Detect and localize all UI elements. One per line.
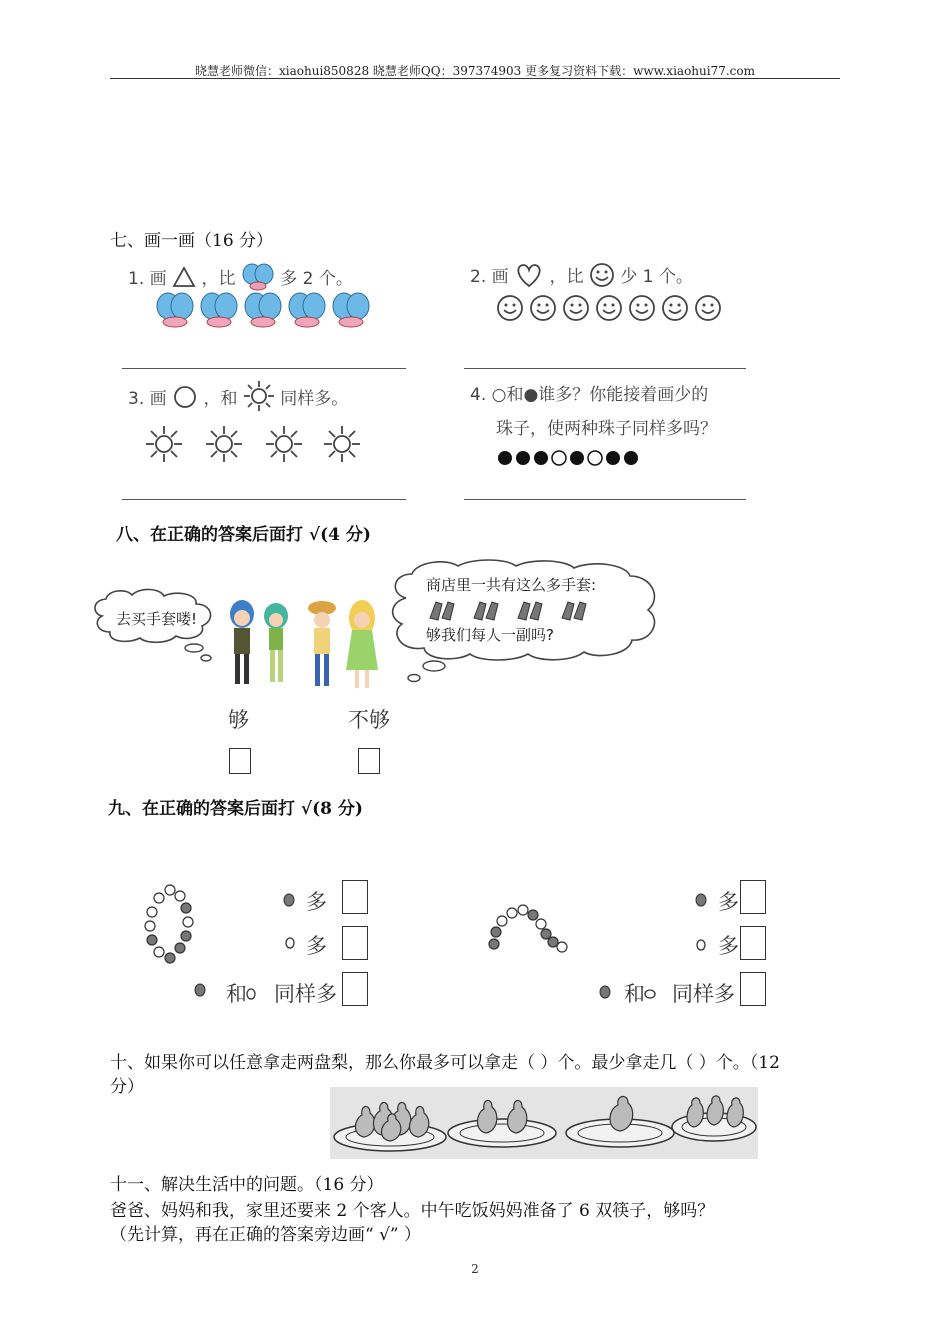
dark-bead-icon [194,982,206,998]
dark-bead [528,910,538,920]
q2-text [470,262,693,288]
left-and-label: 和 [226,982,247,1006]
smiley-icon [696,296,720,320]
right-more-light-label: 多 [718,934,739,958]
white-bead [165,885,175,895]
pear-icon [478,1100,497,1133]
right-same-checkbox[interactable] [740,972,766,1006]
pear-plates-illustration [330,1087,758,1159]
smiley-icon [597,296,621,320]
smiley-icon [630,296,654,320]
black-bead [534,451,548,465]
option-enough-checkbox[interactable] [229,748,251,774]
smiley-icon [531,296,555,320]
section-10-line2: 分） [110,1077,144,1097]
section-11-title: 十一、解决生活中的问题。（16 分） [110,1175,384,1195]
suns-illustration [146,424,366,464]
bead-row [496,448,656,472]
black-bead [624,451,638,465]
q1-number: 1. [128,269,145,289]
q2-answer-line [464,368,746,369]
white-bead [536,919,546,929]
q3-answer-line [122,499,406,500]
pear-icon [410,1106,429,1137]
section-7-title: 七、画一画（16 分） [110,231,274,251]
butterfly-icon [333,293,369,327]
section-8-title: 八、在正确的答案后面打 √(4 分) [116,525,371,545]
beads-illustration [496,448,656,468]
pear-icon [707,1096,723,1125]
pear-plates-icon [330,1087,758,1159]
sun-icon [243,380,275,412]
q2-compare-label: ，比 [549,267,584,287]
q1-text [128,262,353,292]
butterfly-row [152,290,382,338]
smiley-row [496,294,726,328]
black-bead [570,451,584,465]
child-figure [264,603,288,682]
white-bead [147,907,157,917]
q2-less-label: 少 1 个。 [620,267,693,287]
left-more-dark-checkbox[interactable] [342,880,368,914]
light-bead-icon [284,936,296,950]
white-bead [154,947,164,957]
right-same-label: 同样多 [672,982,735,1006]
children-icon [222,596,392,696]
smileys-illustration [496,294,726,324]
white-bead [552,451,566,465]
white-bead [588,451,602,465]
gloves-illustration [426,598,596,624]
child-figure [230,600,254,684]
q2-draw-label: 画 [491,267,509,287]
q2-number: 2. [470,267,487,287]
left-same-checkbox[interactable] [342,972,368,1006]
glove-pair-icon [474,602,498,620]
option-enough-label: 够 [228,708,249,732]
child-figure [346,600,378,688]
q1-answer-line [122,368,406,369]
butterflies-illustration [152,290,382,334]
light-bead-icon [695,938,707,952]
smiley-icon [498,296,522,320]
q1-compare-label: ，比 [201,269,236,289]
necklace-right-illustration [486,902,570,954]
left-more-light-label: 多 [306,934,327,958]
smiley-icon [564,296,588,320]
page-header: 晓慧老师微信：xiaohui850828 晓慧老师QQ：397374903 更多复习资料下载：www.xiaohui77.com [195,64,755,78]
bubble-right-line1: 商店里一共有这么多手套: [426,576,597,594]
left-same-label: 同样多 [274,982,337,1006]
q3-text [128,380,348,412]
white-bead [557,942,567,952]
left-more-light-checkbox[interactable] [342,926,368,960]
bubble-right-line2: 够我们每人一副吗? [426,626,554,644]
sun-row [146,424,366,468]
butterfly-icon [157,293,193,327]
necklace-left-illustration [140,882,200,968]
section-11-line1: 爸爸、妈妈和我，家里还要来 2 个客人。中午吃饭妈妈准备了 6 双筷子，够吗？ [110,1201,715,1221]
butterfly-icon [289,293,325,327]
black-bead [516,451,530,465]
sun-icon [324,426,360,462]
dark-bead-icon [599,984,611,1000]
white-bead [145,921,155,931]
q1-more-label: 多 2 个。 [280,269,353,289]
sun-icon [146,426,182,462]
pear-icon [356,1106,375,1137]
header-rule [110,78,840,79]
dark-bead [548,937,558,947]
sun-icon [206,426,242,462]
q4-line1: ○和●谁多？你能接着画少的 [491,385,709,405]
q1-draw-label: 画 [149,269,167,289]
plate-icon [448,1119,556,1147]
bubble-left-text: 去买手套喽! [116,610,198,628]
light-bead-icon [246,988,256,1000]
white-bead [497,916,507,926]
light-bead-icon [644,988,656,1000]
smiley-icon [663,296,687,320]
dark-bead [165,953,175,963]
dark-bead [541,929,551,939]
black-bead [498,451,512,465]
white-bead [175,891,185,901]
white-bead [183,917,193,927]
option-not-enough-label: 不够 [348,708,390,732]
glove-pair-icon [518,602,542,620]
right-more-dark-label: 多 [718,890,739,914]
heart-icon [514,262,544,288]
butterfly-icon [201,293,237,327]
dark-bead [489,939,499,949]
dark-bead-icon [695,893,707,907]
dark-bead [181,903,191,913]
left-more-dark-label: 多 [306,890,327,914]
black-bead [606,451,620,465]
dark-bead-icon [283,893,295,907]
q3-number: 3. [128,389,145,409]
glove-pair-icon [430,602,454,620]
butterfly-icon [241,262,275,292]
smiley-icon [589,262,615,288]
q4-text [470,380,708,405]
children-illustration [222,596,392,700]
right-and-label: 和 [624,982,645,1006]
pear-icon [727,1098,743,1127]
dark-bead [491,927,501,937]
white-bead [507,908,517,918]
pear-icon [610,1096,633,1131]
q4-line2: 珠子，使两种珠子同样多吗？ [496,419,717,439]
butterfly-icon [245,293,281,327]
right-more-light-checkbox[interactable] [740,926,766,960]
q3-draw-label: 画 [149,389,167,409]
sun-icon [266,426,302,462]
section-10-line1: 十、如果你可以任意拿走两盘梨，那么你最多可以拿走（ ）个。最少拿走几（ ）个。（12 [110,1053,780,1073]
q3-and-label: ，和 [203,389,238,409]
section-11-line2: （先计算，再在正确的答案旁边画“ √” ） [110,1225,422,1245]
glove-pair-icon [562,602,586,620]
circle-icon [172,384,198,410]
white-bead [154,893,164,903]
q4-number: 4. [470,385,487,405]
right-more-dark-checkbox[interactable] [740,880,766,914]
q3-same-label: 同样多。 [280,389,349,409]
pear-icon [687,1098,703,1127]
q4-answer-line [464,499,746,500]
dark-bead [181,931,191,941]
option-not-enough-checkbox[interactable] [358,748,380,774]
triangle-icon [172,266,196,288]
page-number: 2 [471,1262,479,1276]
section-9-title: 九、在正确的答案后面打 √(8 分) [108,799,363,819]
pear-icon [508,1100,527,1133]
dark-bead [147,935,157,945]
dark-bead [175,943,185,953]
white-bead [518,905,528,915]
child-figure [308,601,336,686]
